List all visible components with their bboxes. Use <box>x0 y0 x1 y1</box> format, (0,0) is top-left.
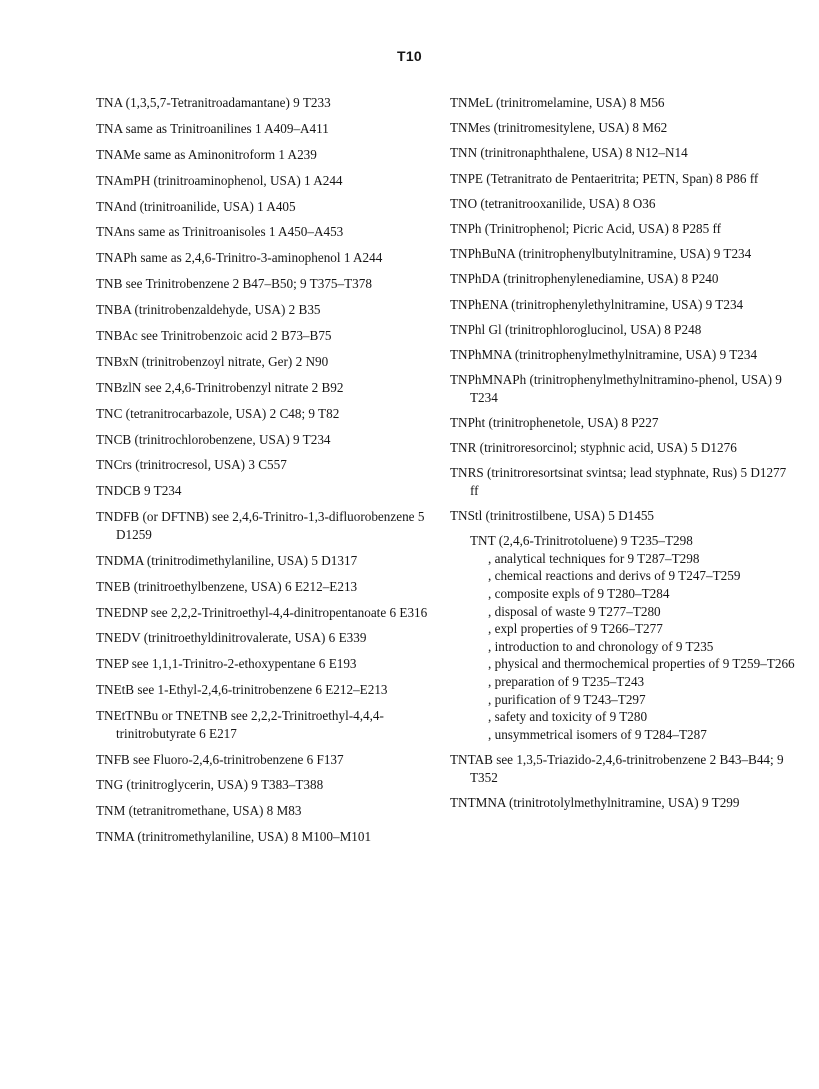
subentry: , chemical reactions and derivs of 9 T247–T259 <box>488 568 741 584</box>
index-entry: TNMes (trinitromesitylene, USA) 8 M62 <box>450 120 668 136</box>
index-entry: TNTAB see 1,3,5-Triazido-2,4,6-trinitrobenzene 2 B43–B44; 9 T352 <box>450 751 784 785</box>
index-entry: TNAnd (trinitroanilide, USA) 1 A405 <box>96 198 296 214</box>
subentry: , expl properties of 9 T266–T277 <box>488 621 663 637</box>
index-entry: TNG (trinitroglycerin, USA) 9 T383–T388 <box>96 777 324 793</box>
index-entry: TNEtTNBu or TNETNB see 2,2,2-Trinitroethyl-4,4,4-trinitrobutyrate 6 E217 <box>96 708 384 741</box>
index-entry: TNAns same as Trinitroanisoles 1 A450–A453 <box>96 224 344 240</box>
index-entry: TNMA (trinitromethylaniline, USA) 8 M100–M101 <box>96 829 372 845</box>
index-entry: TNC (tetranitrocarbazole, USA) 2 C48; 9 T82 <box>96 405 340 421</box>
index-entry: TNFB see Fluoro-2,4,6-trinitrobenzene 6 F137 <box>96 751 344 767</box>
index-entry: TNPhMNA (trinitrophenylmethylnitramine, USA) 9 T234 <box>450 346 758 362</box>
index-entry: TNPht (trinitrophenetole, USA) 8 P227 <box>450 414 659 430</box>
index-entry: TNRS (trinitroresortsinat svintsa; lead styphnate, Rus) 5 D1277 ff <box>450 465 787 498</box>
index-entry: TNStl (trinitrostilbene, USA) 5 D1455 <box>450 508 655 523</box>
index-entry: TNAPh same as 2,4,6-Trinitro-3-aminophenol 1 A244 <box>96 250 383 266</box>
index-entry: TNPh (Trinitrophenol; Picric Acid, USA) 8 P285 ff <box>450 220 722 236</box>
index-entry: TNA same as Trinitroanilines 1 A409–A411 <box>96 120 329 136</box>
index-entry: TNEB (trinitroethylbenzene, USA) 6 E212–E213 <box>96 578 358 594</box>
subentry: , introduction to and chronology of 9 T235 <box>488 638 714 654</box>
index-entry: TNO (tetranitrooxanilide, USA) 8 O36 <box>450 195 656 211</box>
index-entry: TNA (1,3,5,7-Tetranitroadamantane) 9 T233 <box>96 95 331 110</box>
index-entry: TNAmPH (trinitroaminophenol, USA) 1 A244 <box>96 172 343 188</box>
index-entry: TNDMA (trinitrodimethylaniline, USA) 5 D1317 <box>96 552 358 568</box>
index-entry: TNCrs (trinitrocresol, USA) 3 C557 <box>96 457 287 473</box>
index-entry: TNPhDA (trinitrophenylenediamine, USA) 8 P240 <box>450 271 719 287</box>
index-entry: TNBzlN see 2,4,6-Trinitrobenzyl nitrate 2 B92 <box>96 379 344 395</box>
index-entry: TNBAc see Trinitrobenzoic acid 2 B73–B75 <box>96 328 332 344</box>
index-entry: TNPhl Gl (trinitrophloroglucinol, USA) 8 P248 <box>450 321 702 337</box>
subentry: , preparation of 9 T235–T243 <box>488 673 645 689</box>
left-index-column <box>96 94 436 854</box>
subentry: , purification of 9 T243–T297 <box>488 691 646 707</box>
index-entry: TNPhMNAPh (trinitrophenylmethylnitramino-phenol, USA) 9 T234 <box>450 372 782 405</box>
index-entry: TNPhENA (trinitrophenylethylnitramine, USA) 9 T234 <box>450 296 744 312</box>
index-entry: TNM (tetranitromethane, USA) 8 M83 <box>96 803 302 819</box>
index-entry: TNMeL (trinitromelamine, USA) 8 M56 <box>450 95 665 110</box>
index-entry: TNN (trinitronaphthalene, USA) 8 N12–N14 <box>450 145 688 161</box>
index-entry: TNPE (Tetranitrato de Pentaeritrita; PETN, Span) 8 P86 ff <box>450 170 759 186</box>
index-entry: TNEtB see 1-Ethyl-2,4,6-trinitrobenzene 6 E212–E213 <box>96 682 388 698</box>
index-entry: TNEP see 1,1,1-Trinitro-2-ethoxypentane 6 E193 <box>96 656 357 672</box>
index-entry: TNEDV (trinitroethyldinitrovalerate, USA) 6 E339 <box>96 630 367 646</box>
subentry: , unsymmetrical isomers of 9 T284–T287 <box>488 726 707 742</box>
index-entry: TNDFB (or DFTNB) see 2,4,6-Trinitro-1,3-difluorobenzene 5 D1259 <box>96 509 425 542</box>
index-entry: TNPhBuNA (trinitrophenylbutylnitramine, USA) 9 T234 <box>450 246 752 262</box>
subentry: , composite expls of 9 T280–T284 <box>488 585 670 601</box>
subentry-list <box>470 550 795 744</box>
subentry: , disposal of waste 9 T277–T280 <box>488 603 661 619</box>
index-entry: TNTMNA (trinitrotolylmethylnitramine, USA) 9 T299 <box>450 794 740 810</box>
index-entry: TNEDNP see 2,2,2-Trinitroethyl-4,4-dinitropentanoate 6 E316 <box>96 604 428 620</box>
subentry: , safety and toxicity of 9 T280 <box>488 709 648 725</box>
index-entry: TNBA (trinitrobenzaldehyde, USA) 2 B35 <box>96 302 321 318</box>
index-entry: TNB see Trinitrobenzene 2 B47–B50; 9 T375–T378 <box>96 276 372 292</box>
page-label: T10 <box>396 48 423 64</box>
index-entry: TNAMe same as Aminonitroform 1 A239 <box>96 146 317 162</box>
index-entry: TNCB (trinitrochlorobenzene, USA) 9 T234 <box>96 431 331 447</box>
right-index-column <box>450 94 795 819</box>
subentry: , physical and thermochemical properties of 9 T259–T266 <box>488 656 795 672</box>
subentry: , analytical techniques for 9 T287–T298 <box>488 550 700 566</box>
index-entry-tnt <box>450 532 795 743</box>
index-entry-heading: TNT (2,4,6-Trinitrotoluene) 9 T235–T298 <box>470 533 693 549</box>
index-entry: TNDCB 9 T234 <box>96 483 182 499</box>
index-entry: TNR (trinitroresorcinol; styphnic acid, USA) 5 D1276 <box>450 440 737 456</box>
index-entry: TNBxN (trinitrobenzoyl nitrate, Ger) 2 N90 <box>96 353 329 369</box>
